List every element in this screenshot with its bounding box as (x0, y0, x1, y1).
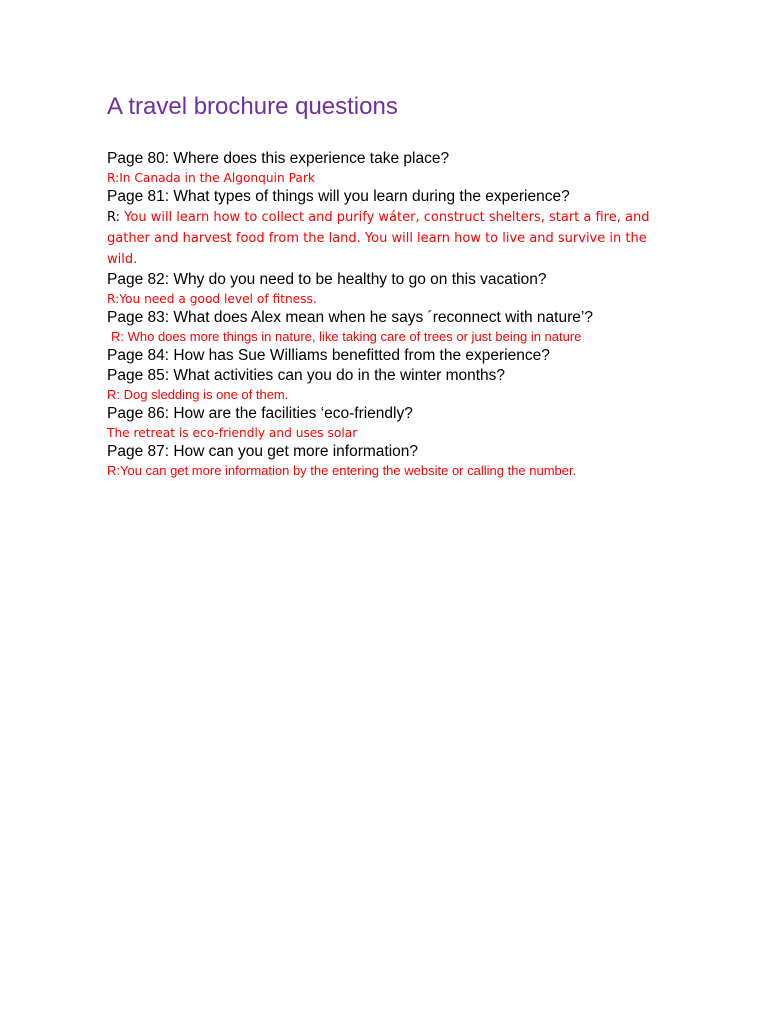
document-page (107, 88, 707, 480)
question-page-82: Page 82: Why do you need to be healthy to go on this vacation? (107, 271, 547, 288)
question-page-83: Page 83: What does Alex mean when he says ´reconnect with nature’? (107, 309, 593, 326)
question-page-80: Page 80: Where does this experience take place? (107, 150, 450, 167)
question-page-85: Page 85: What activities can you do in the winter months? (107, 367, 506, 384)
answer-page-85: R: Dog sledding is one of them. (107, 387, 289, 402)
question-page-87: Page 87: How can you get more information? (107, 443, 419, 460)
answer-page-82: R:You need a good level of fitness. (107, 292, 317, 306)
question-page-84: Page 84: How has Sue Williams benefitted from the experience? (107, 347, 550, 364)
question-page-86: Page 86: How are the facilities ‘eco-friendly? (107, 405, 413, 422)
answer-page-81 (107, 207, 667, 270)
answer-prefix: R: (107, 210, 125, 225)
answer-page-80: R:In Canada in the Algonquin Park (107, 171, 315, 185)
question-page-81: Page 81: What types of things will you learn during the experience? (107, 188, 570, 205)
answer-page-83: R: Who does more things in nature, like taking care of trees or just being in nature (111, 329, 582, 344)
answer-page-87: R:You can get more information by the entering the website or calling the number. (107, 463, 577, 478)
answer-page-81-text: You will learn how to collect and purify wáter, construct shelters, start a fire, and gather and harvest food from the land. You will learn how to live and survive in the wild. (107, 210, 650, 267)
page-title: A travel brochure questions (107, 93, 398, 120)
answer-page-86: The retreat is eco-friendly and uses solar (107, 426, 358, 440)
